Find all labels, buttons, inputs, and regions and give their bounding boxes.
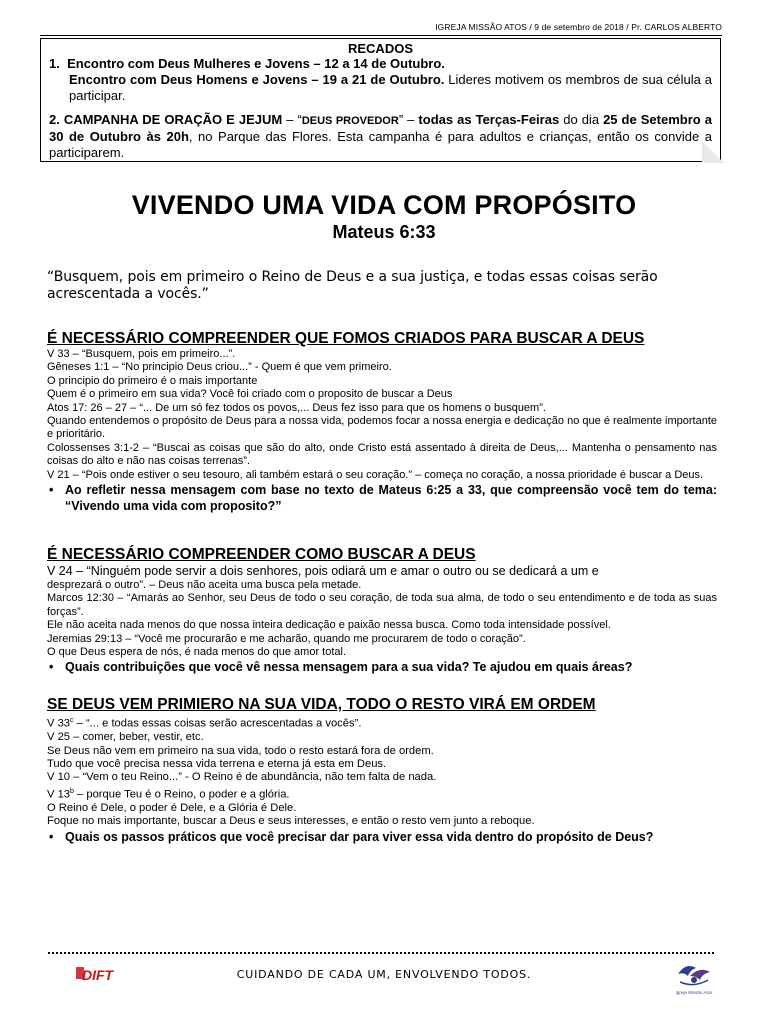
line: Quem é o primeiro em sua vida? Você foi criado com o proposito de buscar a Deus: [47, 388, 453, 401]
campaign-details: , no Parque das Flores. Esta campanha é para adultos e crianças, então os convide a participarem.: [49, 129, 712, 160]
line: O Reino é Dele, o poder é Dele, e a Glória é Dele.: [47, 801, 297, 814]
line: [47, 785, 717, 802]
verse-sup: c: [70, 717, 74, 724]
line: V 25 – comer, beber, vestir, etc.: [47, 731, 204, 744]
dash-quote: – “: [282, 112, 302, 127]
recados-item-1: [49, 56, 712, 72]
line: V 33 – “Busquem, pois em primeiro...”.: [47, 348, 236, 360]
reflection-question-2: [47, 659, 717, 675]
section-1-lines: [47, 348, 717, 482]
verse-ref: V 33: [47, 717, 71, 730]
campaign-days: todas as Terças-Feiras: [418, 112, 560, 127]
recados-item-2: [49, 112, 712, 161]
key-verse: “Busquem, pois em primeiro o Reino de Deus e a sua justiça, e todas essas coisas serão acrescentada a vocês.”: [47, 269, 658, 302]
line: Tudo que você precisa nessa vida terrena e eterna já esta em Deus.: [47, 757, 387, 770]
quote-dash: ” –: [398, 112, 419, 127]
recados-item-1-text: Encontro com Deus Mulheres e Jovens – 12 a 14 de Outubro.: [67, 56, 445, 71]
verse-sup: b: [70, 787, 74, 795]
reflection-question-1: [47, 482, 717, 514]
line: Gêneses 1:1 – “No principio Deus criou...” - Quem é que vem primeiro.: [47, 361, 392, 374]
verse-text: – porque Teu é o Reino, o poder e a glória.: [73, 788, 290, 801]
verse-ref: V 13: [47, 788, 71, 801]
line: Ele não aceita nada menos do que nossa inteira dedicação e paixão nessa busca. Como toda intensidade possível.: [47, 619, 611, 632]
svg-text:DIFT: DIFT: [82, 967, 114, 983]
line: Colossenses 3:1-2 – “Buscai as coisas que são do alto, onde Cristo está assentado à direita de Deus,... Mantenha o pensamento nas coisas do alto e não nas coisas terrenas”.: [47, 441, 717, 468]
campaign-name: 2. CAMPANHA DE ORAÇÃO E JEJUM: [49, 112, 283, 127]
line: V 21 – “Pois onde estiver o seu tesouro, ali também estará o seu coração.” – começa no coração, a nossa prioridade é buscar a Deus.: [47, 468, 704, 481]
section-2-lines: [47, 579, 717, 659]
page-title: VIVENDO UMA VIDA COM PROPÓSITO: [131, 190, 637, 220]
line: O que Deus espera de nós, é nada menos do que amor total.: [47, 646, 347, 659]
church-logo-icon: [672, 958, 716, 998]
page-curl-decoration: [702, 141, 724, 163]
line: Marcos 12:30 – “Amarás ao Senhor, seu Deus de todo o seu coração, de toda sua alma, de todo o seu entendimento e de toda as suas forças”.: [47, 592, 717, 618]
section-2: [47, 546, 717, 675]
svg-text:Igreja Missão Atos: Igreja Missão Atos: [675, 990, 713, 995]
bullet-icon: •: [49, 483, 54, 498]
section-3-heading: SE DEUS VEM PRIMIERO NA SUA VIDA, TODO O RESTO VIRÁ EM ORDEM: [47, 696, 596, 713]
recados-item-1b: [49, 72, 712, 104]
recados-title: RECADOS: [347, 41, 413, 56]
line: Atos 17: 26 – 27 – “... De um só fez todos os povos,... Deus fez isso para que os homens o busquem”.: [47, 401, 546, 414]
item-number: 1.: [49, 56, 60, 71]
line: [47, 579, 717, 592]
verse-text: “Ninguém pode servir a dois senhores, pois odiará um e amar o outro ou se dedicará a um e: [86, 564, 599, 578]
line: Foque no mais importante, buscar a Deus e seus interesses, e então o resto vem junto a reboque.: [47, 815, 535, 828]
verse-text-cont: desprezará o outro”.: [47, 579, 147, 591]
line: [47, 714, 717, 731]
reflection-question-3: [47, 829, 717, 845]
question-text: Quais os passos práticos que você precisar dar para viver essa vida dentro do propósito de Deus?: [65, 829, 654, 844]
header-rule: [40, 35, 722, 36]
verse-comment: – Deus não aceita uma busca pela metade.: [146, 579, 362, 591]
section-2-first-line: [47, 564, 717, 579]
footer-dotted-rule: [48, 952, 714, 954]
scripture-reference: Mateus 6:33: [332, 222, 436, 242]
bullet-icon: •: [49, 660, 54, 675]
line: Jeremias 29:13 – “Você me procurarão e me acharão, quando me procurarem de todo o coração”.: [47, 632, 526, 645]
recados-item-1b-rest: Lideres motivem os membros de sua célula a participar.: [69, 72, 712, 103]
campaign-theme: DEUS PROVEDOR: [301, 115, 399, 127]
section-1: [47, 330, 717, 514]
bullet-icon: •: [49, 829, 54, 844]
text-do-dia: do dia: [559, 112, 604, 127]
recados-item-1b-bold: Encontro com Deus Homens e Jovens – 19 a 21 de Outubro.: [69, 72, 445, 87]
verse-ref: V 24 –: [47, 564, 87, 578]
section-2-heading: É NECESSÁRIO COMPREENDER COMO BUSCAR A DEUS: [47, 546, 476, 563]
section-3: [47, 696, 717, 845]
line: V 10 – “Vem o teu Reino...” - O Reino é de abundância, não tem falta de nada.: [47, 771, 437, 784]
section-1-heading: É NECESSÁRIO COMPREENDER QUE FOMOS CRIADOS PARA BUSCAR A DEUS: [47, 330, 645, 347]
campaign-dates: 25 de Setembro a 30 de Outubro às 20h: [49, 112, 712, 144]
section-3-lines: [47, 714, 717, 829]
line: Se Deus não vem em primeiro na sua vida, todo o resto estará fora de ordem.: [47, 744, 434, 757]
question-text: Quais contribuições que você vê nessa mensagem para a sua vida? Te ajudou em quais áreas?: [65, 660, 633, 675]
verse-text: – “... e todas essas coisas serão acrescentadas a vocês”.: [73, 717, 362, 730]
question-text: Ao refletir nessa mensagem com base no texto de Mateus 6:25 a 33, que compreensão você tem do tema: “Vivendo uma vida com proposito?”: [65, 483, 717, 514]
line: O principio do primeiro é o mais importante: [47, 374, 258, 387]
footer-tagline: CUIDANDO DE CADA UM, ENVOLVENDO TODOS.: [236, 968, 532, 981]
recados-box: [40, 38, 721, 162]
header-info: IGREJA MISSÃO ATOS / 9 de setembro de 2018 / Pr. CARLOS ALBERTO: [435, 22, 722, 32]
line: Quando entendemos o propósito de Deus para a nossa vida, podemos focar a nossa energia e dedicação no que é realmente importante e prioritário.: [47, 415, 717, 441]
